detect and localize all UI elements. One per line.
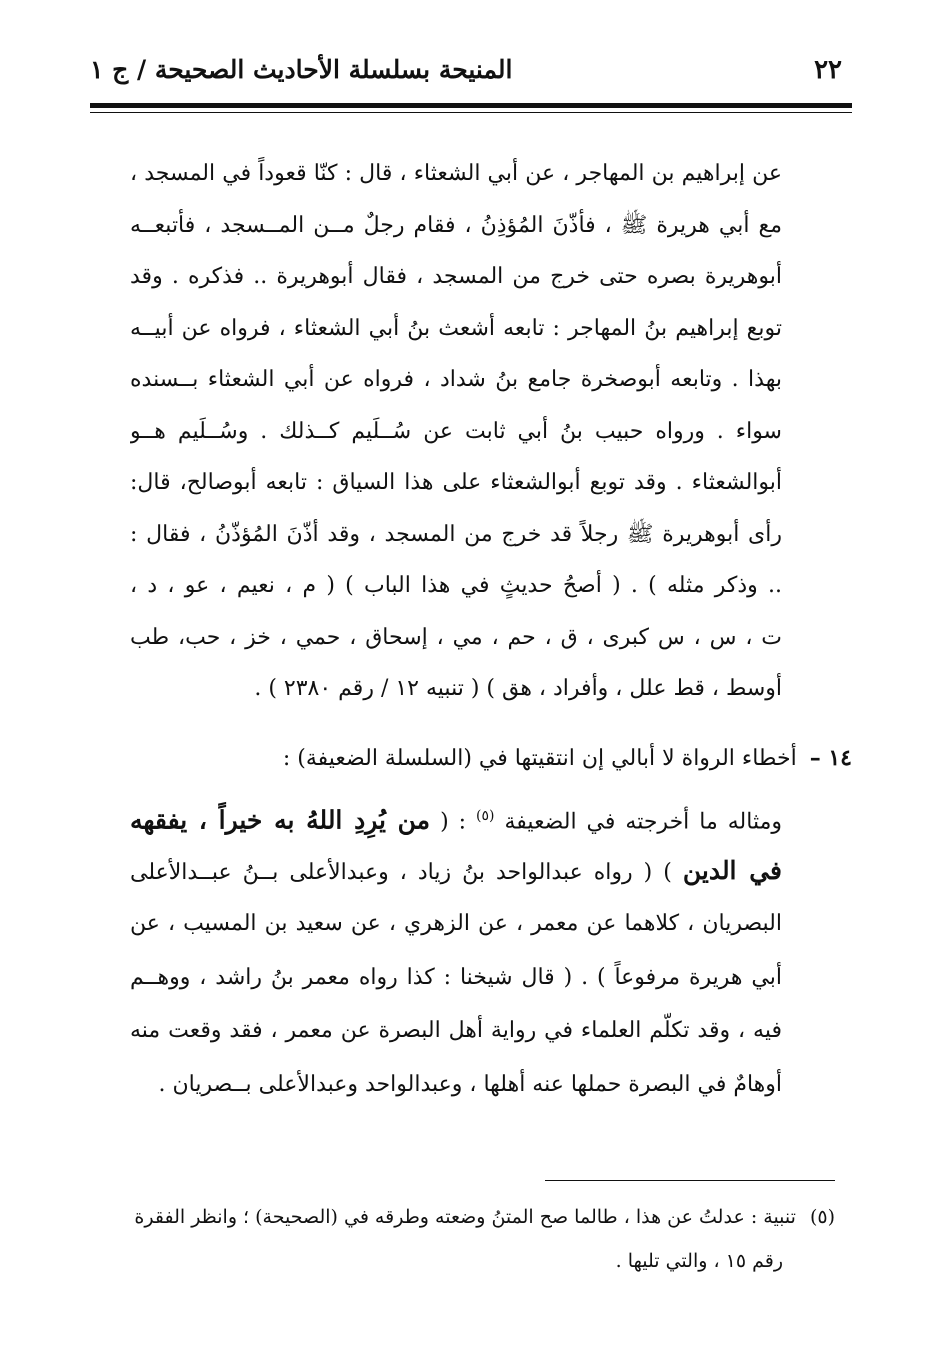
footnote-line (90, 1239, 835, 1283)
footnote-separator (545, 1180, 835, 1181)
running-title: المنيحة بسلسلة الأحاديث الصحيحة / ج ١ (90, 55, 513, 84)
text-line: أبوالشعثاء . وقد توبع أبوالشعثاء على هذا السياق : تابعه أبوصالح، قال: (130, 470, 782, 495)
item-heading (130, 733, 852, 783)
text-line: عن إبراهيم بن المهاجر ، عن أبي الشعثاء ، قال : كنّا قعوداً في المسجد ، (130, 161, 782, 186)
text-line (130, 844, 782, 898)
text-line: رأى أبوهريرة ﷺ رجلاً قد خرج من المسجد ، وقد أذّنَ المُؤذّنُ ، فقال : (130, 521, 782, 547)
paragraph-1 (130, 148, 782, 715)
text-line: ت ، س ، س كبرى ، ق ، حم ، مي ، إسحاق ، حمي ، خز ، حب، طب (130, 624, 782, 650)
page-header (90, 55, 850, 95)
text-line: بهذا . وتابعه أبوصخرة جامع بنُ شداد ، فرواه عن أبي الشعثاء بــسنده (130, 367, 782, 392)
text-line: البصريان ، كلاهما عن معمر ، عن الزهري ، عن سعيد بن المسيب ، عن (130, 911, 782, 936)
footnote-text: رقم ١٥ ، والتي تليها . (615, 1250, 783, 1272)
text-line: سواء . ورواه حبيب بنُ أبي ثابت عن سُــلَيم كــذلك . وسُــلَيم هــو (130, 418, 782, 444)
text-line: مع أبي هريرة ﷺ ، فأذّنَ المُؤذِنُ ، فقام رجلٌ مــن المــسجد ، فأتبعــه (130, 212, 782, 238)
hadith-text: من يُرِدِ اللهُ به خيراً ، يفقهه (130, 805, 431, 835)
paragraph-2 (130, 790, 782, 1111)
text-segment: ومثاله ما أخرجته في الضعيفة (494, 809, 782, 835)
footnote (90, 1195, 835, 1283)
hadith-text: في الدين (682, 855, 782, 885)
text-line: أوهامٌ في البصرة حملها عنه أهلها ، وعبدالواحد وعبدالأعلى بــصريان . (158, 1071, 782, 1097)
text-line: فيه ، وقد تكلّم العلماء في رواية أهل البصرة عن معمر ، فقد وقعت منه (130, 1018, 782, 1043)
footnote-line (90, 1195, 835, 1239)
header-rule-thick (90, 103, 852, 108)
text-line (130, 790, 782, 844)
item-title: أخطاء الرواة لا أبالي إن انتقيتها في (السلسلة الضعيفة) : (282, 746, 797, 771)
text-line: أبي هريرة مرفوعاً ) . ( قال شيخنا : كذا رواه معمر بنُ راشد ، ووهــم (130, 964, 782, 990)
footnote-text: تنبية : عدلتُ عن هذا ، طالما صح المتنُ وضعته وطرقه في (الصحيحة) ؛ وانظر الفقرة (134, 1206, 796, 1228)
text-line: .. وذكر مثله ) . ( أصحُ حديثٍ في هذا الباب ) ( م ، نعيم ، عو ، د ، (130, 573, 782, 598)
text-segment: ) ( رواه عبدالواحد بنُ زياد ، وعبدالأعلى بــنُ عبــدالأعلى (130, 859, 683, 885)
page-number: ٢٢ (814, 55, 842, 85)
text-line: أبوهريرة بصره حتى خرج من المسجد ، فقال أبوهريرة .. فذكره . وقد (130, 264, 782, 289)
item-number: ١٤ – (809, 745, 852, 771)
footnote-reference: (٥) (476, 808, 495, 824)
header-rule-thin (90, 112, 852, 113)
footnote-marker: (٥) (809, 1206, 835, 1228)
text-line: أوسط ، قط علل ، وأفراد ، هق ) ( تنبيه ١٢ / رقم ٢٣٨٠ ) . (254, 676, 782, 701)
text-line: توبع إبراهيم بنُ المهاجر : تابعه أشعث بنُ أبي الشعثاء ، فرواه عن أبيــه (130, 315, 782, 341)
text-segment: : ( (430, 809, 477, 835)
